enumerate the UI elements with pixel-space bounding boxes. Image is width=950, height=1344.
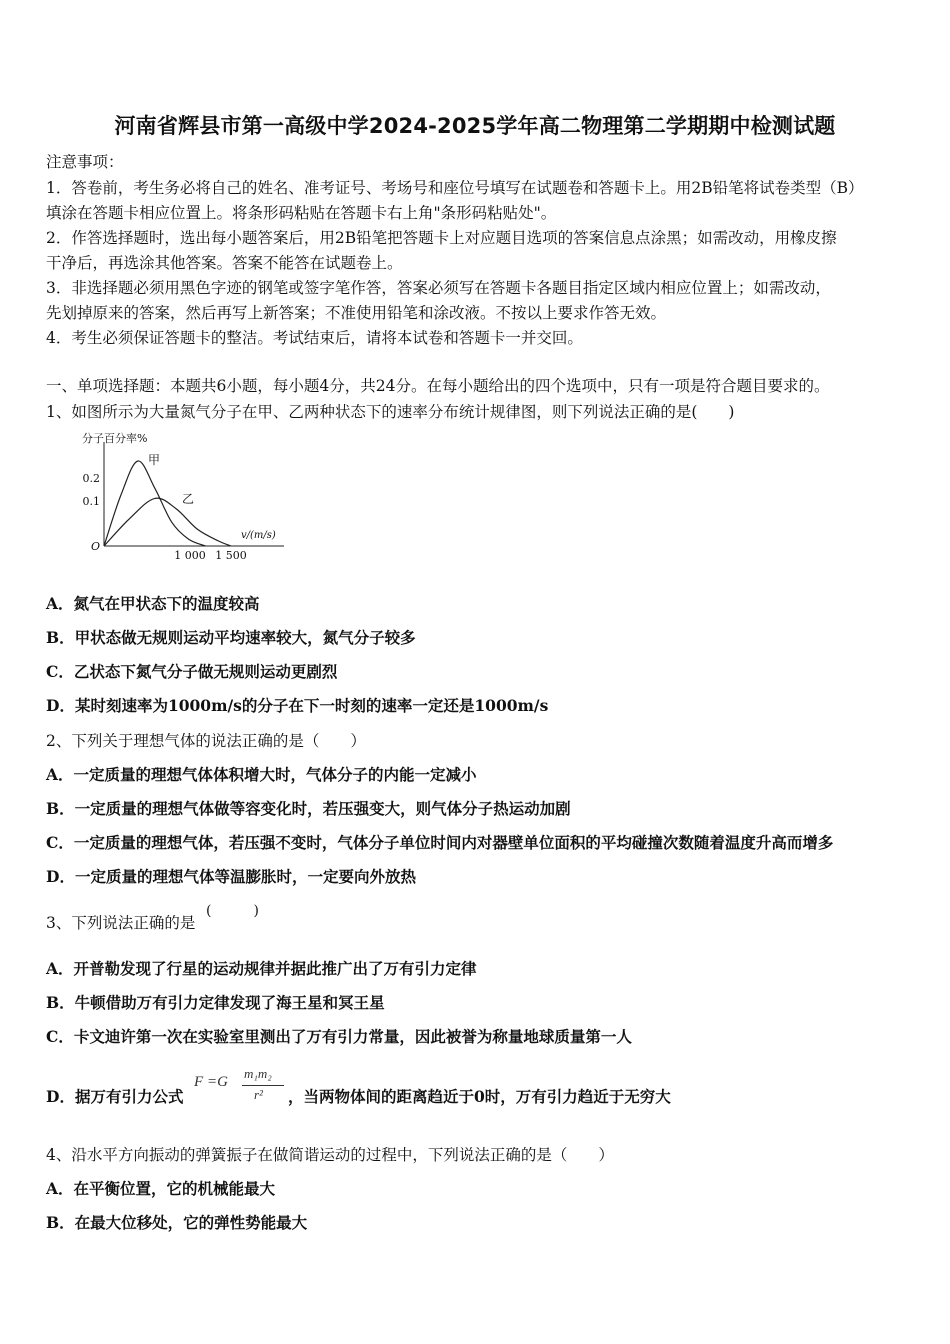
notice-heading: 注意事项： [46, 153, 124, 171]
q1-option-c: C．乙状态下氮气分子做无规则运动更剧烈 [46, 662, 338, 681]
q4-option-a: A．在平衡位置，它的机械能最大 [46, 1179, 276, 1198]
notice-line: 干净后，再选涂其他答案。答案不能答在试题卷上。 [46, 254, 403, 272]
x-tick-label: 1 000 [174, 549, 206, 562]
speed-distribution-chart [76, 428, 296, 568]
question-4-stem: 4、沿水平方向振动的弹簧振子在做简谐运动的过程中，下列说法正确的是（ ） [46, 1146, 614, 1164]
q3-option-a: A．开普勒发现了行星的运动规律并据此推广出了万有引力定律 [46, 959, 477, 978]
series-jia-label: 甲 [148, 453, 161, 467]
page-title: 河南省辉县市第一高级中学2024-2025学年高二物理第二学期期中检测试题 [114, 114, 836, 138]
q2-option-a: A．一定质量的理想气体体积增大时，气体分子的内能一定减小 [46, 765, 477, 784]
y-tick-label: 0.2 [82, 472, 100, 485]
q3-option-d-suffix: ，当两物体间的距离趋近于0时，万有引力趋近于无穷大 [288, 1087, 671, 1106]
formula-numerator: m₁m₂ [244, 1066, 272, 1081]
q2-option-c: C．一定质量的理想气体，若压强不变时，气体分子单位时间内对器壁单位面积的平均碰撞次数随着温度升高而增多 [46, 833, 834, 852]
fraction-bar [242, 1085, 284, 1086]
x-axis-label: v/(m/s) [241, 530, 276, 541]
q1-option-b: B．甲状态做无规则运动平均速率较大，氮气分子较多 [46, 628, 416, 647]
x-tick-label: 1 500 [215, 549, 247, 562]
notice-line: 填涂在答题卡相应位置上。将条形码粘贴在答题卡右上角"条形码粘贴处"。 [46, 204, 557, 222]
question-1-stem: 1、如图所示为大量氮气分子在甲、乙两种状态下的速率分布统计规律图，则下列说法正确的是( ) [46, 403, 735, 421]
y-axis-label: 分子百分率% [82, 432, 148, 445]
q2-option-b: B．一定质量的理想气体做等容变化时，若压强变大，则气体分子热运动加剧 [46, 799, 571, 818]
series-yi-curve [104, 498, 231, 546]
notice-line: 2．作答选择题时，选出每小题答案后，用2B铅笔把答题卡上对应题目选项的答案信息点涂黑；如需改动，用橡皮擦 [46, 229, 837, 247]
formula-denominator: r² [254, 1087, 263, 1102]
question-2-stem: 2、下列关于理想气体的说法正确的是（ ） [46, 732, 366, 750]
gravitation-formula [194, 1066, 286, 1106]
q4-option-b: B．在最大位移处，它的弹性势能最大 [46, 1213, 308, 1232]
q2-option-d: D．一定质量的理想气体等温膨胀时，一定要向外放热 [46, 867, 416, 886]
origin-label: O [90, 540, 100, 553]
question-3-stem: 3、下列说法正确的是 [46, 914, 196, 932]
notice-line: 4．考生必须保证答题卡的整洁。考试结束后，请将本试卷和答题卡一并交回。 [46, 329, 583, 347]
q1-option-d: D．某时刻速率为1000m/s的分子在下一时刻的速率一定还是1000m/s [46, 696, 549, 715]
section-heading: 一、单项选择题：本题共6小题，每小题4分，共24分。在每小题给出的四个选项中，只有一项是符合题目要求的。 [46, 377, 830, 395]
formula-lhs: F [194, 1074, 204, 1090]
question-3-paren: ( ) [206, 903, 259, 919]
q3-option-c: C．卡文迪许第一次在实验室里测出了万有引力常量，因此被誉为称量地球质量第一人 [46, 1027, 632, 1046]
y-tick-label: 0.1 [82, 495, 100, 508]
series-yi-label: 乙 [182, 492, 195, 506]
formula-eq: =G [207, 1074, 228, 1090]
notice-line: 先划掉原来的答案，然后再写上新答案；不准使用铅笔和涂改液。不按以上要求作答无效。 [46, 304, 667, 322]
q3-option-b: B．牛顿借助万有引力定律发现了海王星和冥王星 [46, 993, 385, 1012]
q1-option-a: A．氮气在甲状态下的温度较高 [46, 594, 260, 613]
q3-option-d-prefix: D．据万有引力公式 [46, 1087, 184, 1106]
notice-line: 1．答卷前，考生务必将自己的姓名、准考证号、考场号和座位号填写在试题卷和答题卡上。用2B铅笔将试卷类型（B） [46, 179, 864, 197]
notice-line: 3．非选择题必须用黑色字迹的钢笔或签字笔作答，答案必须写在答题卡各题目指定区域内相应位置上；如需改动， [46, 279, 831, 297]
